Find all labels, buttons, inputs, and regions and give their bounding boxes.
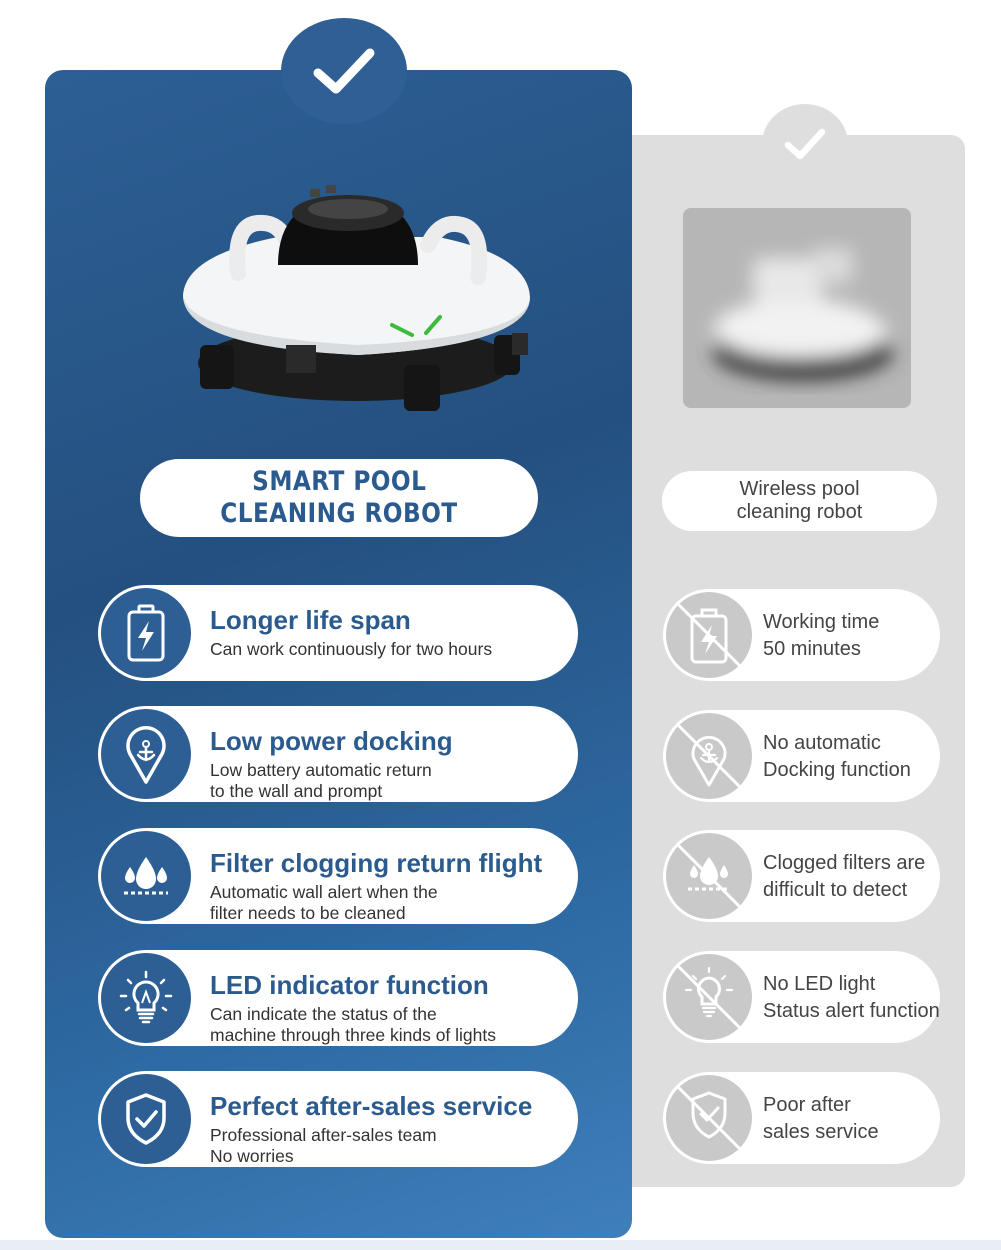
comparison-text-line: Status alert function bbox=[763, 1000, 940, 1022]
comparison-icon-container bbox=[666, 592, 752, 678]
feature-title: LED indicator function bbox=[210, 970, 489, 1000]
feature-description bbox=[210, 760, 432, 802]
feature-description-line: machine through three kinds of lights bbox=[210, 1025, 496, 1045]
comparison-title-line-2: cleaning robot bbox=[736, 501, 863, 523]
anchor-pin-icon bbox=[124, 724, 168, 784]
comparison-text-line: No LED light bbox=[763, 973, 876, 995]
water-drops-icon bbox=[120, 851, 172, 901]
comparison-card-filter bbox=[663, 830, 940, 922]
comparison-product-title bbox=[662, 471, 937, 531]
feature-description bbox=[210, 882, 438, 924]
feature-description-line: Can work continuously for two hours bbox=[210, 639, 493, 659]
feature-title: Filter clogging return flight bbox=[210, 848, 543, 878]
feature-card-filter bbox=[98, 828, 578, 924]
battery-charge-icon bbox=[124, 603, 168, 663]
battery-crossed-icon bbox=[666, 592, 752, 678]
feature-description-line: Automatic wall alert when the bbox=[210, 882, 438, 902]
anchor-pin-crossed-icon bbox=[666, 713, 752, 799]
feature-icon-container bbox=[101, 709, 191, 799]
feature-card-led bbox=[98, 950, 578, 1046]
feature-description-line: No worries bbox=[210, 1146, 294, 1166]
bottom-strip bbox=[0, 1240, 1001, 1250]
featured-title-line-1: SMART POOL bbox=[251, 466, 427, 497]
light-bulb-crossed-icon bbox=[666, 954, 752, 1040]
feature-title: Low power docking bbox=[210, 726, 453, 756]
blurred-competitor-image bbox=[683, 208, 911, 408]
comparison-text-line: sales service bbox=[763, 1121, 879, 1143]
feature-description-line: filter needs to be cleaned bbox=[210, 903, 406, 923]
featured-product-title bbox=[140, 459, 538, 537]
featured-check-badge bbox=[281, 18, 407, 124]
comparison-icon-container bbox=[666, 713, 752, 799]
comparison-text-line: Working time bbox=[763, 611, 880, 633]
feature-description bbox=[210, 1004, 496, 1046]
comparison-card-after-sales bbox=[663, 1072, 940, 1164]
comparison-text bbox=[763, 1092, 879, 1146]
light-bulb-icon bbox=[118, 970, 174, 1026]
pool-robot-image bbox=[178, 185, 538, 425]
feature-title: Longer life span bbox=[210, 605, 411, 635]
water-drops-crossed-icon bbox=[666, 833, 752, 919]
comparison-text-line: difficult to detect bbox=[763, 879, 908, 901]
comparison-card-led bbox=[663, 951, 940, 1043]
feature-title: Perfect after-sales service bbox=[210, 1091, 533, 1121]
shield-check-icon bbox=[123, 1092, 169, 1146]
comparison-title-line-1: Wireless pool bbox=[739, 478, 860, 500]
feature-description-line: Can indicate the status of the bbox=[210, 1004, 437, 1024]
feature-icon-container bbox=[101, 588, 191, 678]
comparison-card-docking bbox=[663, 710, 940, 802]
shield-check-crossed-icon bbox=[666, 1075, 752, 1161]
feature-description-line: Professional after-sales team bbox=[210, 1125, 437, 1145]
comparison-text bbox=[763, 609, 879, 663]
feature-description-line: Low battery automatic return bbox=[210, 760, 432, 780]
comparison-card-working-time bbox=[663, 589, 940, 681]
checkmark-icon bbox=[783, 126, 827, 162]
comparison-text-line: No automatic bbox=[763, 732, 881, 754]
featured-title-line-2: CLEANING ROBOT bbox=[220, 498, 458, 529]
comparison-icon-container bbox=[666, 1075, 752, 1161]
comparison-text-line: Poor after bbox=[763, 1094, 851, 1116]
comparison-text-line: 50 minutes bbox=[763, 638, 861, 660]
feature-icon-container bbox=[101, 953, 191, 1043]
feature-card-after-sales bbox=[98, 1071, 578, 1167]
feature-card-life-span bbox=[98, 585, 578, 681]
feature-description bbox=[210, 639, 492, 660]
comparison-text-line: Docking function bbox=[763, 759, 911, 781]
comparison-icon-container bbox=[666, 954, 752, 1040]
feature-description bbox=[210, 1125, 437, 1167]
feature-card-docking bbox=[98, 706, 578, 802]
comparison-text bbox=[763, 850, 925, 904]
comparison-check-badge bbox=[762, 104, 848, 184]
comparison-text bbox=[763, 730, 911, 784]
comparison-icon-container bbox=[666, 833, 752, 919]
checkmark-icon bbox=[312, 45, 376, 97]
feature-icon-container bbox=[101, 1074, 191, 1164]
comparison-text-line: Clogged filters are bbox=[763, 852, 926, 874]
feature-description-line: to the wall and prompt bbox=[210, 781, 383, 801]
feature-icon-container bbox=[101, 831, 191, 921]
comparison-text bbox=[763, 971, 940, 1025]
